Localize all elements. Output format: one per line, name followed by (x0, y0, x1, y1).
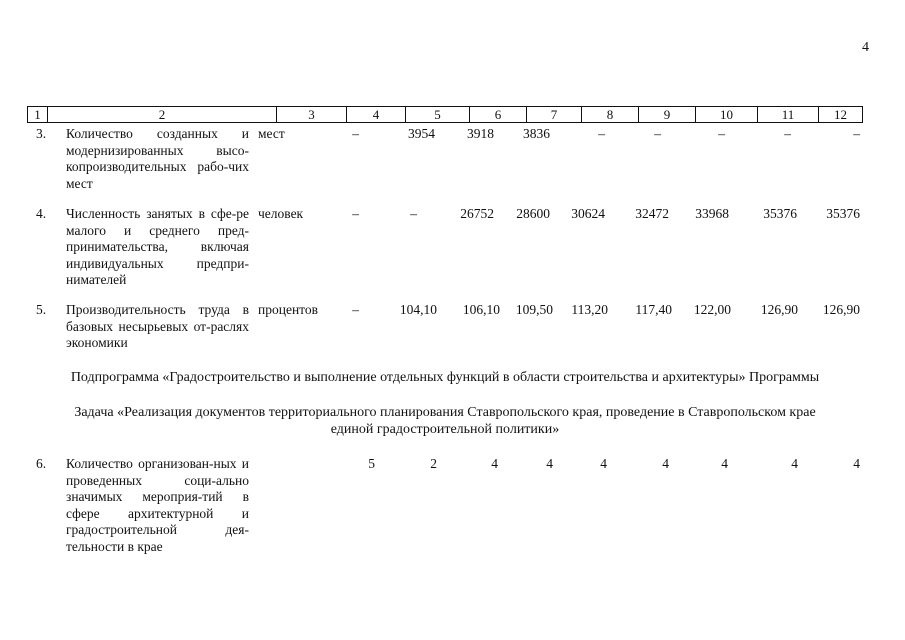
header-cell: 9 (638, 107, 695, 122)
table-header (27, 106, 863, 123)
page-number: 4 (862, 40, 869, 55)
value-cell: – (654, 126, 661, 141)
task-title-line: единой градостроительной политики» (330, 422, 560, 437)
value-cell: 104,10 (399, 302, 437, 317)
indicator-name: Численность занятых в сфе-ре малого и среднего пред-принимательства, включая индивидуальных предпри-нимателей (66, 206, 249, 287)
value-cell: 4 (600, 456, 607, 471)
value-cell: 126,90 (822, 302, 860, 317)
value-cell: 4 (853, 456, 860, 471)
value-cell: 30624 (571, 206, 605, 221)
indicator-name: Производительность труда в базовых несырьевых от-раслях экономики (66, 302, 249, 350)
header-cell: 1 (34, 107, 41, 122)
header-cell: 11 (757, 107, 818, 122)
value-cell: 122,00 (693, 302, 731, 317)
value-cell: 3918 (467, 126, 494, 141)
task-title-line: Задача «Реализация документов территориального планирования Ставропольского края, проведение в Ставропольском крае (74, 405, 816, 420)
value-cell: – (352, 126, 359, 141)
unit-of-measure: мест (258, 126, 285, 141)
header-cell: 4 (346, 107, 405, 122)
value-cell: 4 (491, 456, 498, 471)
indicator-name: Количество организован-ных и проведенных соци-ально значимых мероприя-тий в сфере архитектурной и градостроительной дея-тельности в крае (66, 456, 249, 554)
header-cell: 2 (47, 107, 276, 122)
header-cell: 10 (695, 107, 757, 122)
value-cell: 126,90 (760, 302, 798, 317)
value-cell: 35376 (763, 206, 797, 221)
row-number: 3. (36, 126, 47, 141)
row-number: 4. (36, 206, 47, 221)
value-cell: – (853, 126, 860, 141)
header-cell: 12 (818, 107, 862, 122)
value-cell: 117,40 (635, 302, 672, 317)
header-cell: 6 (469, 107, 526, 122)
header-cell: 3 (276, 107, 346, 122)
indicator-name: Количество созданных и модернизированных высо-копроизводительных рабо-чих мест (66, 126, 249, 191)
value-cell: 28600 (516, 206, 550, 221)
subprogram-title: Подпрограмма «Градостроительство и выполнение отдельных функций в области строительства и архитектуры» Программы (70, 370, 820, 385)
value-cell: 35376 (826, 206, 860, 221)
header-cell: 5 (405, 107, 469, 122)
value-cell: – (410, 206, 417, 221)
value-cell: 106,10 (462, 302, 500, 317)
header-cell: 8 (581, 107, 638, 122)
value-cell: 32472 (635, 206, 669, 221)
value-cell: 4 (791, 456, 798, 471)
value-cell: 3954 (408, 126, 435, 141)
row-number: 5. (36, 302, 47, 317)
value-cell: 3836 (523, 126, 550, 141)
value-cell: 4 (546, 456, 553, 471)
value-cell: – (598, 126, 605, 141)
value-cell: 5 (368, 456, 375, 471)
value-cell: 113,20 (571, 302, 608, 317)
value-cell: 4 (662, 456, 669, 471)
unit-of-measure: процентов (258, 302, 319, 317)
value-cell: 33968 (695, 206, 729, 221)
value-cell: 109,50 (515, 302, 553, 317)
task-title (27, 404, 863, 438)
value-cell: 2 (430, 456, 437, 471)
value-cell: – (718, 126, 725, 141)
value-cell: 4 (721, 456, 728, 471)
row-number: 6. (36, 456, 47, 471)
value-cell: – (784, 126, 791, 141)
unit-of-measure: человек (258, 206, 304, 221)
header-cell: 7 (526, 107, 581, 122)
value-cell: – (352, 302, 359, 317)
value-cell: 26752 (460, 206, 494, 221)
value-cell: – (352, 206, 359, 221)
